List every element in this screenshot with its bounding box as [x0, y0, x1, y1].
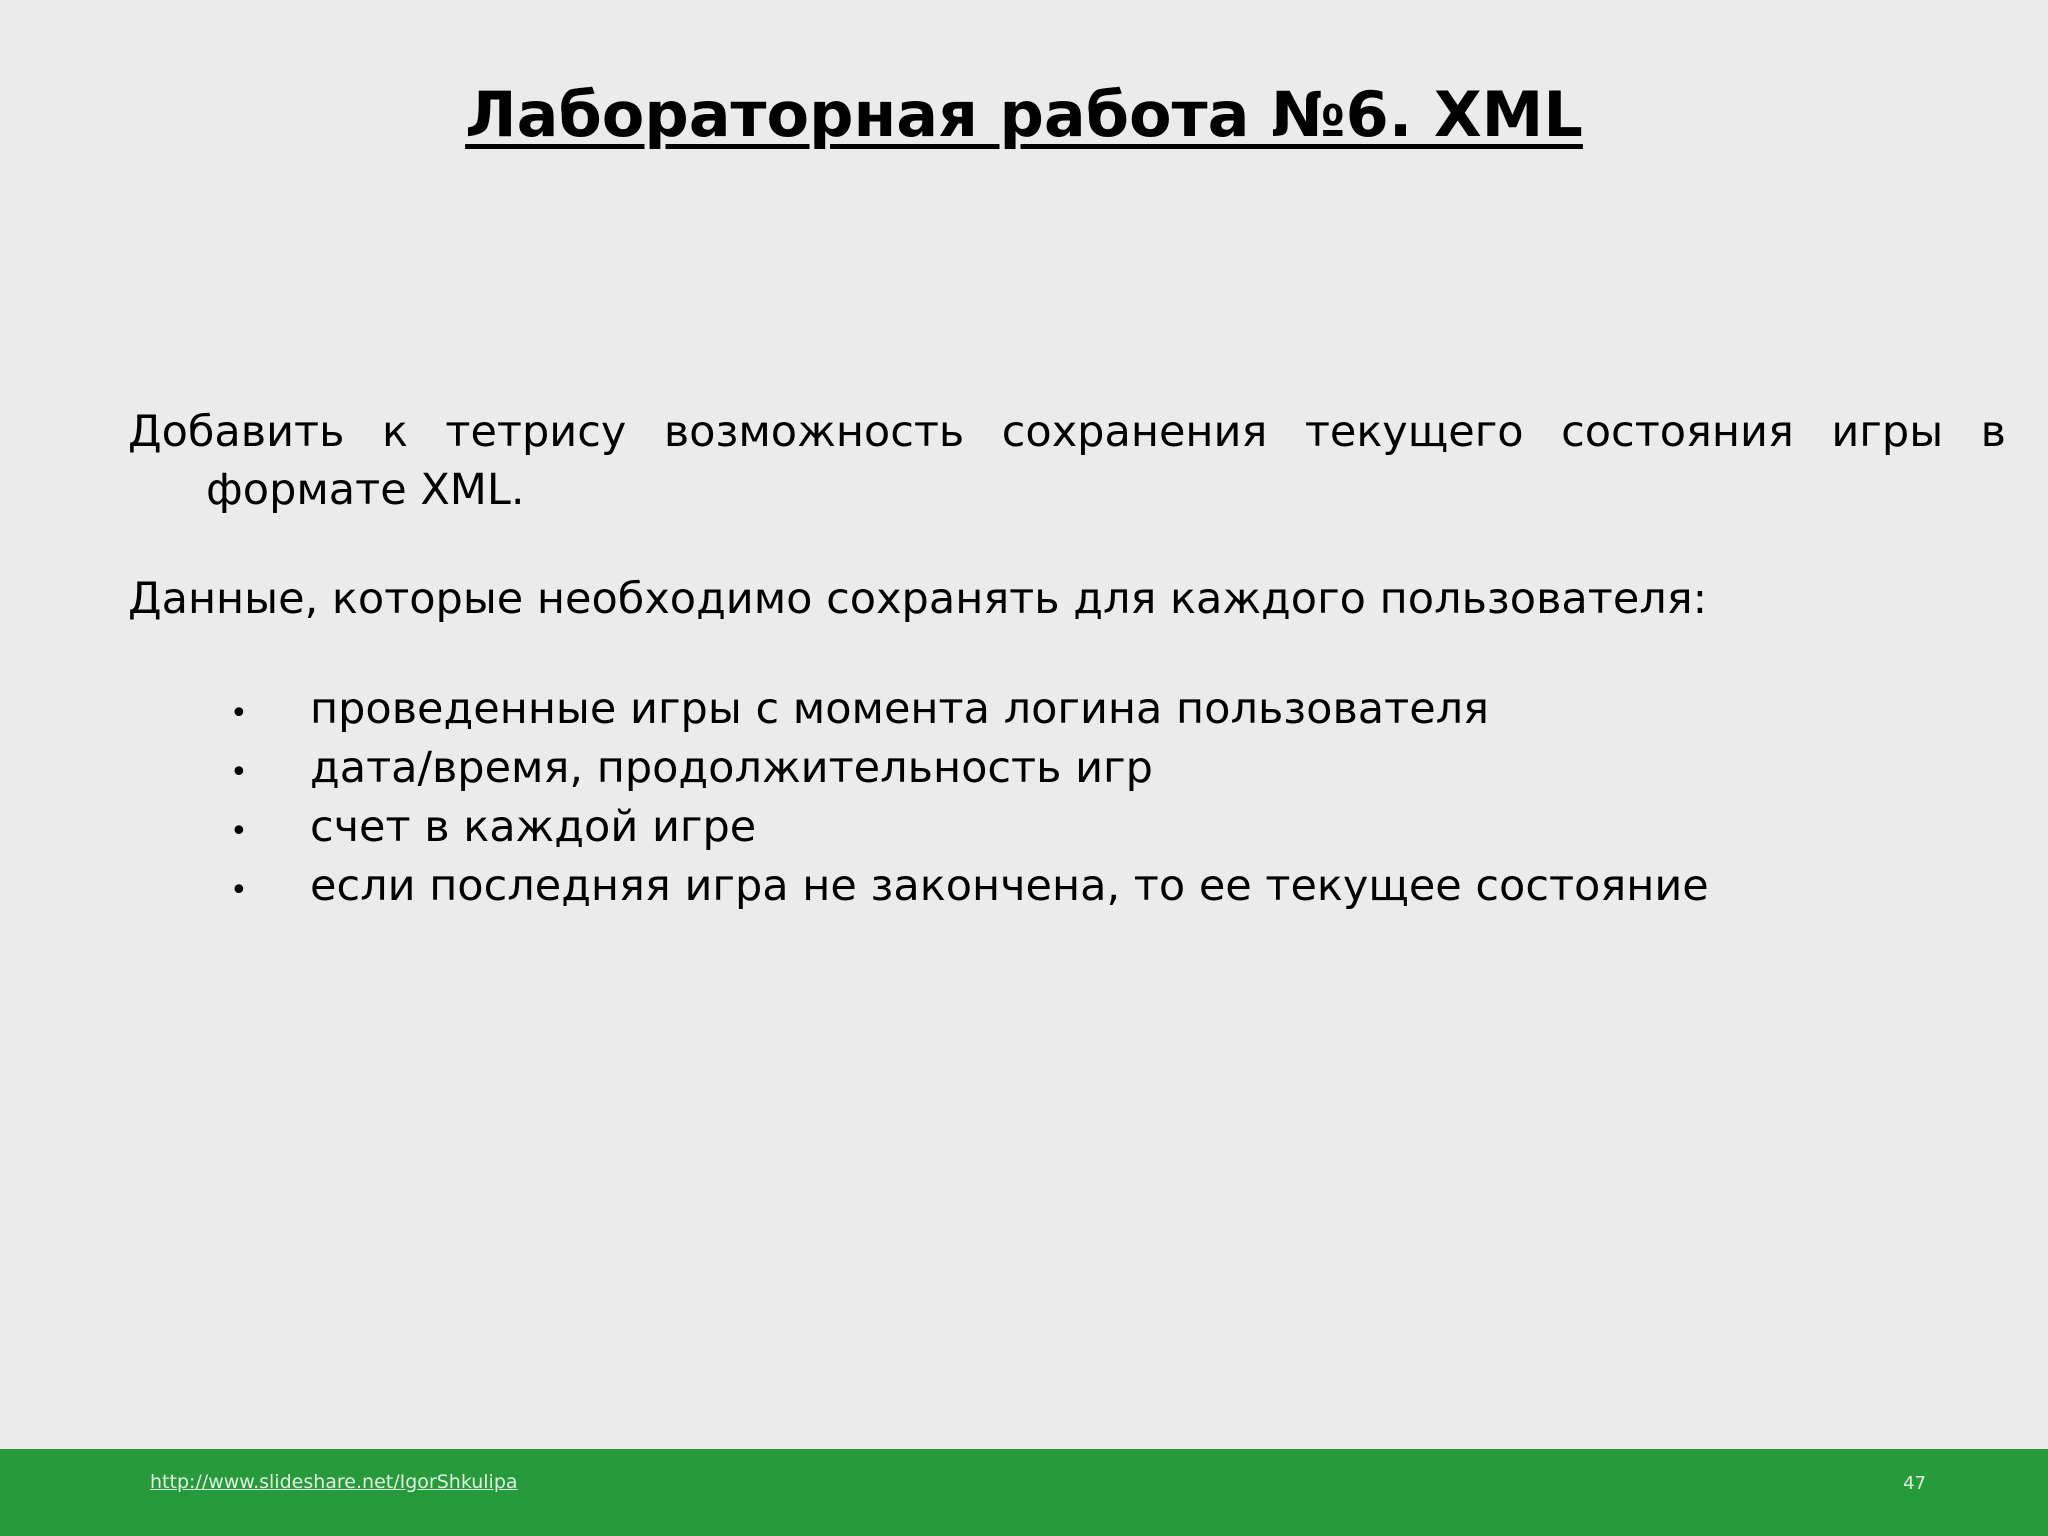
list-item-text: счет в каждой игре	[310, 802, 757, 852]
data-requirements-heading: Данные, которые необходимо сохранять для каждого пользователя:	[128, 574, 1708, 624]
list-item-text: проведенные игры с момента логина пользователя	[310, 684, 1490, 734]
bullet-icon: •	[230, 696, 248, 731]
bullet-icon: •	[230, 755, 248, 790]
page-number: 47	[1903, 1473, 1926, 1494]
bullet-icon: •	[230, 873, 248, 908]
list-item-text: дата/время, продолжительность игр	[310, 743, 1153, 793]
list-item	[230, 741, 1709, 800]
bullet-icon: •	[230, 814, 248, 849]
slide-title: Лабораторная работа №6. XML	[465, 78, 1583, 151]
list-item-text: если последняя игра не закончена, то ее текущее состояние	[310, 861, 1709, 911]
task-description: Добавить к тетрису возможность сохранения текущего состояния игры в формате XML.	[128, 407, 2006, 515]
slideshare-link[interactable]: http://www.slideshare.net/IgorShkulipa	[150, 1471, 518, 1493]
list-item	[230, 859, 1709, 918]
list-item	[230, 682, 1709, 741]
footer-bar	[0, 1449, 2048, 1536]
requirements-list	[230, 682, 1709, 918]
list-item	[230, 800, 1709, 859]
